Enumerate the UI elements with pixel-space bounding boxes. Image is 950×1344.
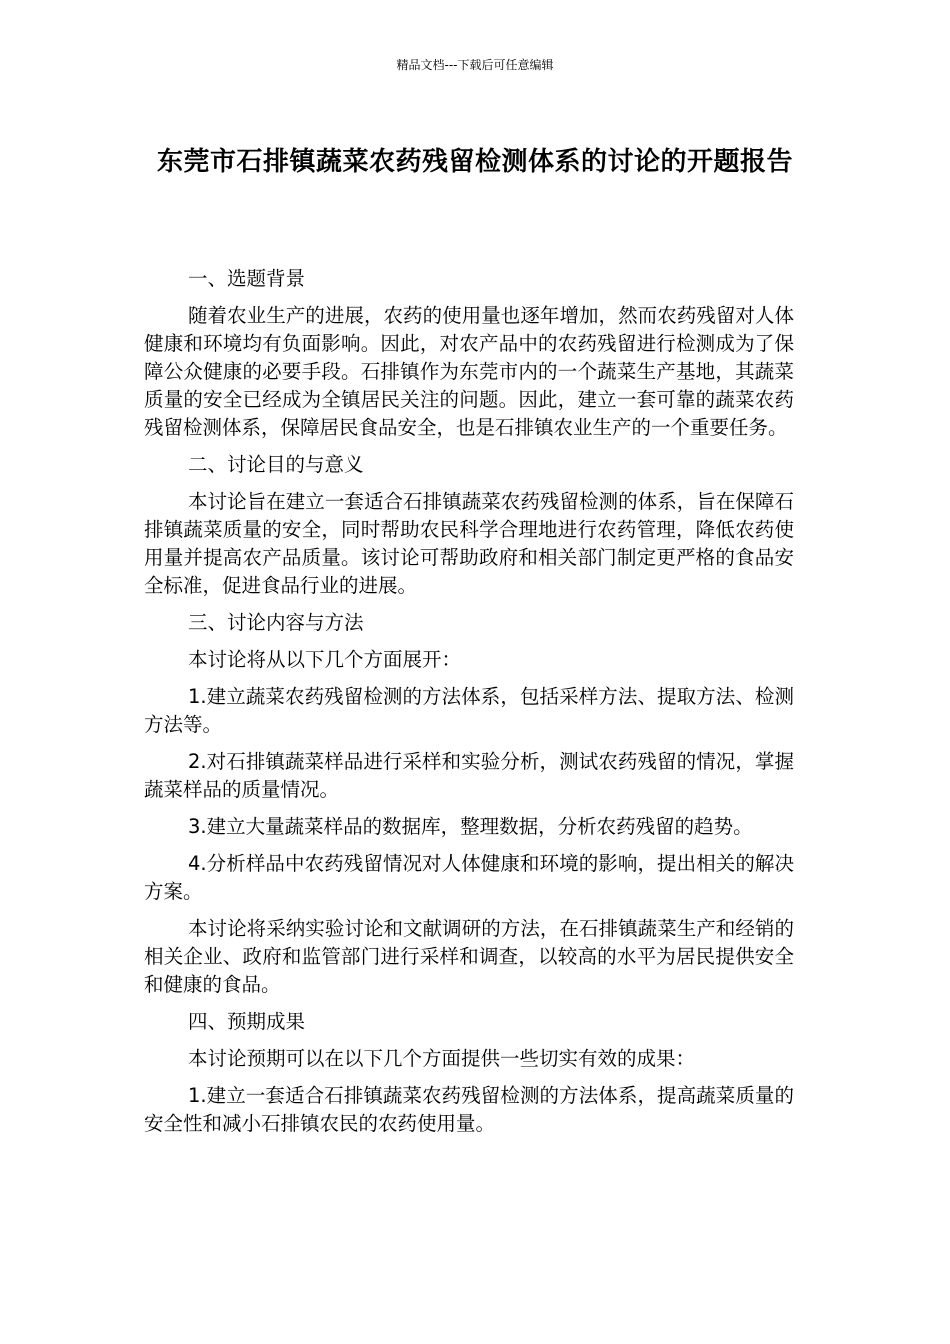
section-heading-content-methods: 三、讨论内容与方法 [188,611,364,634]
section-heading-purpose: 二、讨论目的与意义 [188,453,364,476]
list-item: 1.建立蔬菜农药残留检测的方法体系，包括采样方法、提取方法、检测方法等。 [144,685,794,736]
list-item: 1.建立一套适合石排镇蔬菜农药残留检测的方法体系，提高蔬菜质量的安全性和减小石排镇农民的农药使用量。 [144,1084,794,1135]
list-item: 2.对石排镇蔬菜样品进行采样和实验分析，测试农药残留的情况，掌握蔬菜样品的质量情况。 [144,750,794,801]
paragraph: 本讨论将从以下几个方面展开： [188,648,462,671]
list-item: 3.建立大量蔬菜样品的数据库，整理数据，分析农药残留的趋势。 [188,815,753,838]
paragraph: 本讨论旨在建立一套适合石排镇蔬菜农药残留检测的体系，旨在保障石排镇蔬菜质量的安全，同时帮助农民科学合理地进行农药管理，降低农药使用量并提高农产品质量。该讨论可帮助政府和相关部门制定更严格的食品安全标准，促进食品行业的进展。 [144,490,794,597]
section-heading-expected-results: 四、预期成果 [188,1010,306,1033]
header-note: 精品文档---下载后可任意编辑 [396,58,554,72]
list-item: 4.分析样品中农药残留情况对人体健康和环境的影响，提出相关的解决方案。 [144,852,794,903]
section-heading-background: 一、选题背景 [188,267,306,290]
paragraph: 本讨论预期可以在以下几个方面提供一些切实有效的成果： [188,1047,696,1070]
paragraph: 本讨论将采纳实验讨论和文献调研的方法，在石排镇蔬菜生产和经销的相关企业、政府和监管部门进行采样和调查，以较高的水平为居民提供安全和健康的食品。 [144,917,794,996]
document-body [144,265,794,1147]
document-title: 东莞市石排镇蔬菜农药残留检测体系的讨论的开题报告 [156,147,793,177]
paragraph: 随着农业生产的进展，农药的使用量也逐年增加，然而农药残留对人体健康和环境均有负面影响。因此，对农产品中的农药残留进行检测成为了保障公众健康的必要手段。石排镇作为东莞市内的一个蔬菜生产基地，其蔬菜质量的安全已经成为全镇居民关注的问题。因此，建立一套可靠的蔬菜农药残留检测体系，保障居民食品安全，也是石排镇农业生产的一个重要任务。 [144,304,794,439]
